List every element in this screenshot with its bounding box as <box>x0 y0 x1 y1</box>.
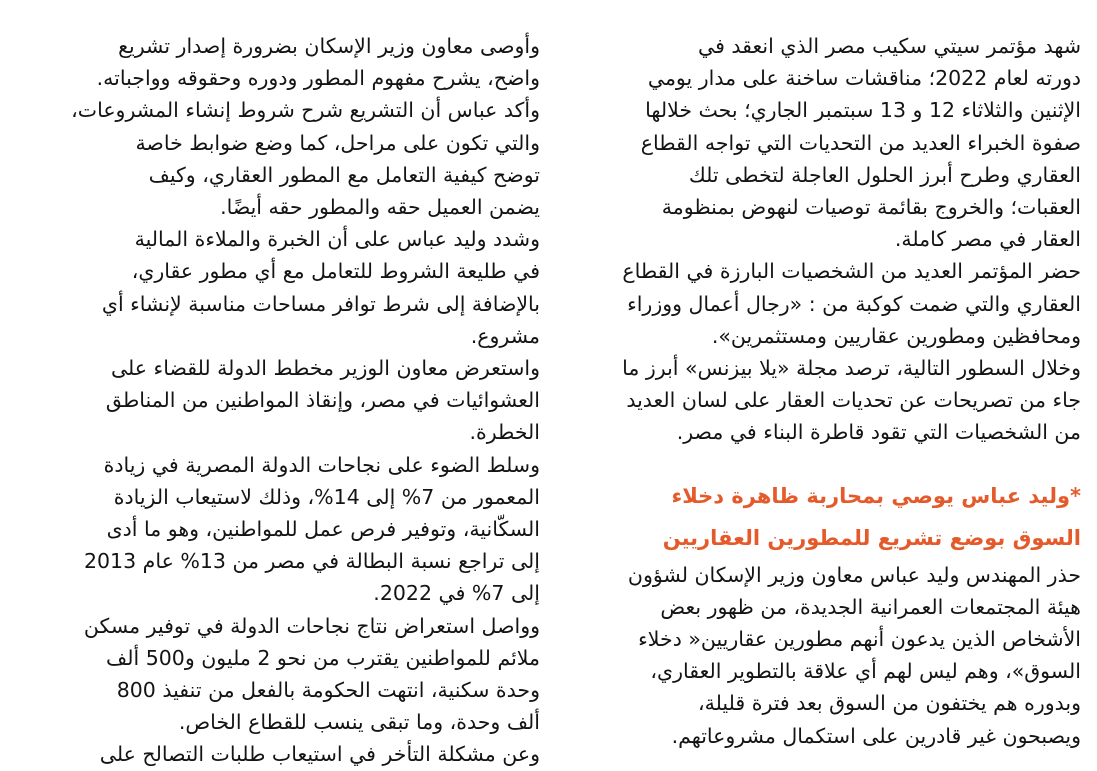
warning-paragraph: حذر المهندس وليد عباس معاون وزير الإسكان لشؤون هيئة المجتمعات العمرانية الجديدة، من ظهور بعض الأشخاص الذين يدعون أنهم مطورين عقاريين« دخلاء السوق»، وهم ليس لهم أي علاقة بالتطوير العقاري، وبدوره هم يختفون من السوق بعد فترة قليلة، ويصبحون غير قادرين على استكمال مشروعاتهم. <box>627 562 1081 748</box>
legislation-paragraph: وأكد عباس أن التشريع شرح شروط إنشاء المشروعات، والتي تكون على مراحل، كما وضع ضوابط خاصة توضح كيفية التعامل مع المطور العقاري، وكيف يضمن العميل حقه والمطور حقه أيضًا. <box>71 98 540 220</box>
left-column <box>20 30 540 771</box>
reconciliation-paragraph: وعن مشكلة التأخر في استيعاب طلبات التصالح على <box>99 742 540 767</box>
attendees-paragraph: حضر المؤتمر العديد من الشخصيات البارزة في القطاع العقاري والتي ضمت كوكبة من : «رجال أعمال ووزراء ومحافظين ومطورين عقاريين ومستثمرين». <box>622 259 1081 348</box>
achievements-paragraph: وسلط الضوء على نجاحات الدولة المصرية في زيادة المعمور من 7% إلى 14%، وذلك لاستيعاب الزيادة السكّانية، وتوفير فرص عمل للمواطنين، وهو ما أدى إلى تراجع نسبة البطالة في مصر من 13% عام 2013 إلى 7% في 2022. <box>83 452 540 606</box>
slums-paragraph: واستعرض معاون الوزير مخطط الدولة للقضاء على العشوائيات في مصر، وإنقاذ المواطنين من المناطق الخطرة. <box>105 356 540 445</box>
intro-paragraph: شهد مؤتمر سيتي سكيب مصر الذي انعقد في دورته لعام 2022؛ مناقشات ساخنة على مدار يومي الإثنين والثلاثاء 12 و 13 سبتمبر الجاري؛ بحث خلالها صفوة الخبراء العديد من التحديات التي تواجه القطاع العقاري وطرح أبرز الحلول العاجلة لتخطى تلك العقبات؛ والخروج بقائمة توصيات لنهوض بمنظومة العقار في مصر كاملة. <box>640 34 1081 252</box>
housing-paragraph: وواصل استعراض نتاج نجاحات الدولة في توفير مسكن ملائم للمواطنين يقترب من نحو 2 مليون و500 ألف وحدة سكنية، انتهت الحكومة بالفعل من تنفيذ 800 ألف وحدة، وما تبقى ينسب للقطاع الخاص. <box>83 613 540 735</box>
preview-paragraph: وخلال السطور التالية، ترصد مجلة «يلا بيزنس» أبرز ما جاء من تصريحات عن تحديات العقار على لسان العديد من الشخصيات التي تقود قاطرة البناء في مصر. <box>622 356 1081 445</box>
section-heading: *وليد عباس يوصي بمحاربة ظاهرة دخلاء السوق بوضع تشريع للمطورين العقاريين <box>662 483 1081 550</box>
right-column <box>561 30 1081 752</box>
conditions-paragraph: وشدد وليد عباس على أن الخبرة والملاءة المالية في طليعة الشروط للتعامل مع أي مطور عقاري، بالإضافة إلى شرط توافر مساحات مناسبة لإنشاء أي مشروع. <box>101 227 540 348</box>
section-gap <box>561 449 1081 475</box>
recommendation-paragraph: وأوصى معاون وزير الإسكان بضرورة إصدار تشريع واضح، يشرح مفهوم المطور ودوره وحقوقه وواجباته. <box>96 34 540 91</box>
